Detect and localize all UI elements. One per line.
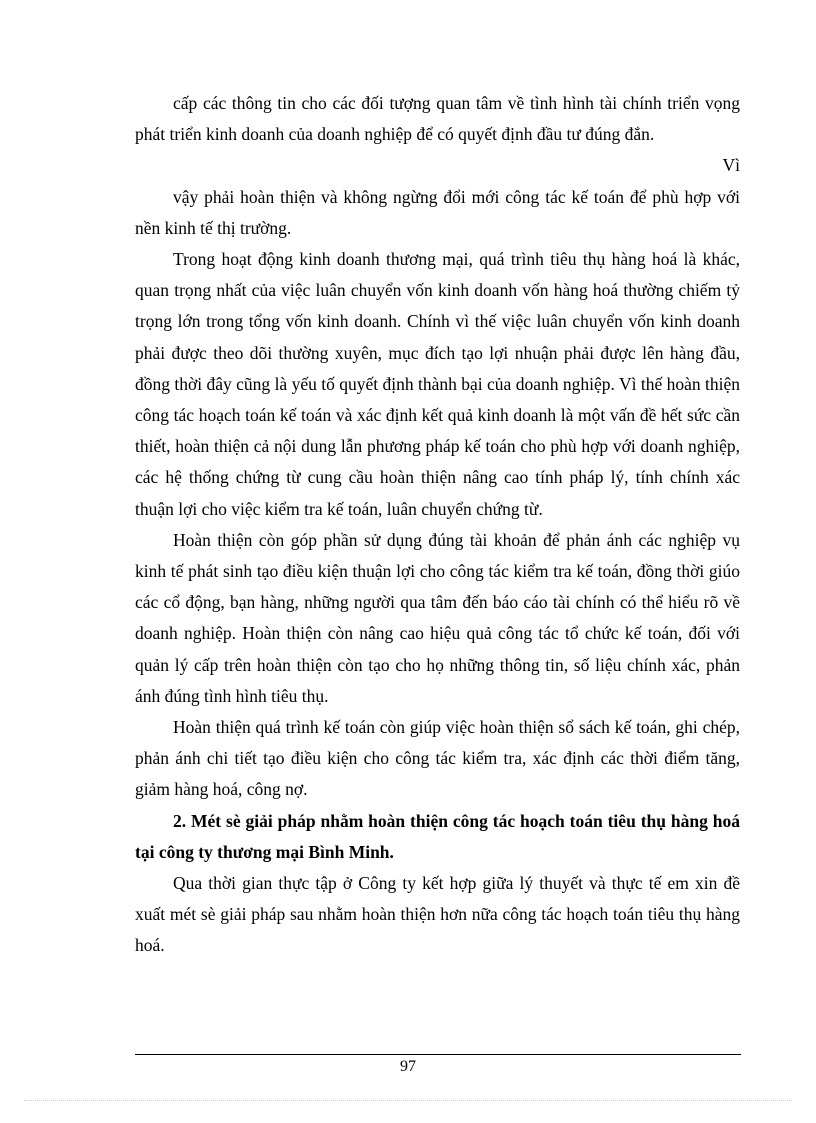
page-bottom-border [24,1100,792,1101]
document-body [135,88,740,962]
paragraph-3: Trong hoạt động kinh doanh thương mại, quá trình tiêu thụ hàng hoá là khác, quan trọng nhất của việc luân chuyển vốn kinh doanh vốn hàng hoá thường chiếm tỷ trọng lớn trong tổng vốn kinh doanh. Chính vì thế việc luân chuyển vốn kinh doanh phải được theo dõi thường xuyên, mục đích tạo lợi nhuận phải được lên hàng đầu, đồng thời đây cũng là yếu tố quyết định thành bại của doanh nghiệp. Vì thế hoàn thiện công tác hoạch toán kế toán và xác định kết quả kinh doanh là một vấn đề hết sức cần thiết, hoàn thiện cả nội dung lẫn phương pháp kế toán cho phù hợp với doanh nghiệp, các hệ thống chứng từ cung cầu hoàn thiện nâng cao tính pháp lý, tính chính xác thuận lợi cho việc kiểm tra kế toán, luân chuyển chứng từ. [135,249,740,519]
paragraph-1: cấp các thông tin cho các đối tượng quan tâm về tình hình tài chính triển vọng phát triển kinh doanh của doanh nghiệp để có quyết định đầu tư đúng đắn. [135,93,740,145]
paragraph-2: vậy phải hoàn thiện và không ngừng đổi mới công tác kế toán để phù hợp với nền kinh tế thị trường. [135,186,740,238]
paragraph-fragment: Vì [722,155,740,176]
paragraph-5: Hoàn thiện quá trình kế toán còn giúp việc hoàn thiện sổ sách kế toán, ghi chép, phản ánh chi tiết tạo điều kiện cho công tác kiểm tra, xác định các thời điểm tăng, giảm hàng hoá, công nợ. [135,717,740,800]
paragraph-4: Hoàn thiện còn góp phần sử dụng đúng tài khoản để phản ánh các nghiệp vụ kinh tế phát sinh tạo điều kiện thuận lợi cho công tác kiểm tra kế toán, đồng thời giúo các cổ động, bạn hàng, những người qua tâm đến báo cáo tài chính có thể hiểu rõ về doanh nghiệp. Hoàn thiện còn nâng cao hiệu quả công tác tổ chức kế toán, đối với quản lý cấp trên hoàn thiện còn tạo cho họ những thông tin, số liệu chính xác, phản ánh đúng tình hình tiêu thụ. [135,529,740,706]
page-number: 97 [400,1058,416,1075]
paragraph-6: Qua thời gian thực tập ở Công ty kết hợp giữa lý thuyết và thực tế em xin đề xuất mét sè giải pháp sau nhằm hoàn thiện hơn nữa công tác hoạch toán tiêu thụ hàng hoá. [135,873,740,956]
footer-divider [135,1054,741,1055]
section-heading: 2. Mét sè giải pháp nhằm hoàn thiện công tác hoạch toán tiêu thụ hàng hoá tại công ty thương mại Bình Minh. [135,810,740,862]
